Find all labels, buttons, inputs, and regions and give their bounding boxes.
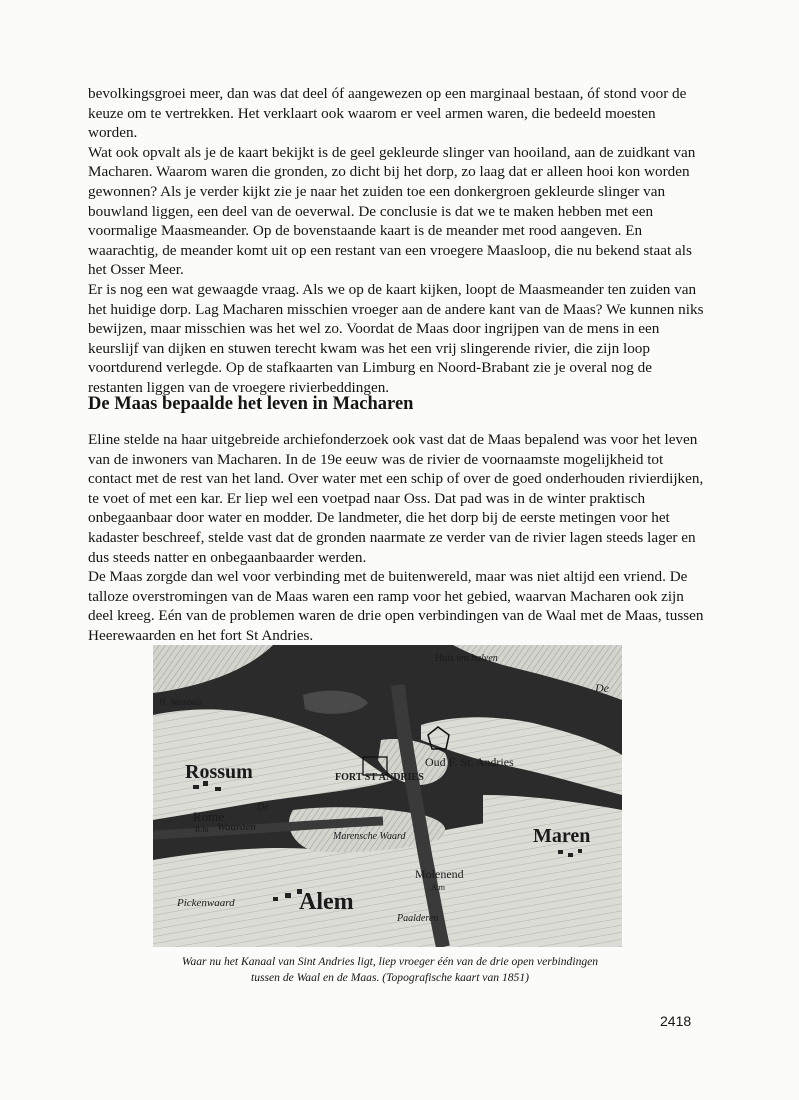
figure-caption	[120, 954, 660, 986]
section-heading: De Maas bepaalde het leven in Macharen	[88, 394, 414, 414]
body-paragraph: De Maas zorgde dan wel voor verbinding met de buitenwereld, maar was niet altijd een vriend. De talloze overstromingen van de Maas waren een ramp voor het gebied, waarvan Macharen ook zijn deel kreeg. Eén van de problemen waren de drie open verbindingen van de Waal met de Maas, tussen Heerewaarden en het fort St Andries.	[88, 568, 704, 644]
map-label-de-top: De	[595, 681, 609, 695]
map-label-de-mid: De	[257, 802, 269, 813]
map-label-maren: Maren	[533, 825, 591, 847]
map-label-wambuis: H. Wambuis	[159, 697, 203, 707]
body-paragraph: Er is nog een wat gewaagde vraag. Als we op de kaart kijken, loopt de Maasmeander ten zuiden van het huidige dorp. Lag Macharen misschien vroeger aan de andere kant van de Maas? We kunnen niks bewijzen, maar misschien was het wel zo. Voordat de Maas door ingrijpen van de mens in een keurslijf van dijken en stuwen terecht kwam was het een vrij slingerende rivier, die zijn loop voortdurend verlegde. Op de stafkaarten van Limburg en Noord-Brabant zie je overal nog de restanten liggen van de vroegere rivierbeddingen.	[88, 280, 704, 396]
text-section-1	[88, 84, 708, 398]
map-label-molenend: Molenend	[415, 867, 464, 881]
map-label-fort-st-andries: FORT ST ANDRIES	[335, 772, 424, 783]
caption-line: tussen de Waal en de Maas. (Topografische kaart van 1851)	[250, 971, 529, 984]
body-paragraph: bevolkingsgroei meer, dan was dat deel óf aangewezen op een marginaal bestaan, óf stond voor de keuze om te vertrekken. Het verklaart ook waarom er veel armen waren, die bedeeld moesten worden.	[88, 85, 687, 142]
map-label-oud-fort: Oud F. St. Andries	[425, 755, 514, 769]
map-label-alem: Alem	[299, 889, 354, 915]
page-number: 2418	[660, 1013, 692, 1029]
map-label-waarden: Waarden	[217, 821, 256, 833]
caption-line: Waar nu het Kanaal van Sint Andries ligt, liep vroeger één van de drie open verbindingen	[181, 955, 599, 968]
map-label-huis-ten-halven: Huis ten halven	[435, 653, 498, 664]
historic-map-figure	[153, 645, 622, 947]
map-label-rossum: Rossum	[185, 761, 253, 783]
map-label-pickenwaard: Pickenwaard	[177, 897, 235, 909]
map-label-rome-sub: R.m	[195, 825, 209, 834]
text-section-2	[88, 430, 708, 646]
map-label-molenend-sub: A.m	[431, 883, 445, 892]
body-paragraph: Wat ook opvalt als je de kaart bekijkt is de geel gekleurde slinger van hooiland, aan de zuidkant van Macharen. Waarom waren die gronden, zo dicht bij het dorp, zo laag dat er alleen hooi kon worden gewonnen? Als je verder kijkt zie je naar het zuiden toe een donkergroen gekleurde slinger van bouwland liggen, een deel van de oeverwal. De conclusie is dat we te maken hebben met een voormalige Maasmeander. Op de bovenstaande kaart is de meander met rood aangeven. En waarachtig, de meander komt uit op een restant van een vroegere Maasloop, die nu bekend staat als het Osser Meer.	[88, 143, 696, 279]
map-label-paalderen: Paalderen	[397, 913, 439, 924]
body-paragraph: Eline stelde na haar uitgebreide archiefonderzoek ook vast dat de Maas bepalend was voor het leven van de inwoners van Macharen. In de 19e eeuw was de rivier de voornaamste mogelijkheid tot contact met de rest van het land. Over water met een schip of over de goed onderhouden rivierdijken, te voet of met een kar. Er liep wel een voetpad naar Oss. Dat pad was in de winter praktisch onbegaanbaar door water en modder. De landmeter, die het dorp bij de eerste metingen voor het kadaster beschreef, stelde vast dat de gronden naarmate ze verder van de rivier lagen steeds lager en dus steeds natter en onbegaanbaarder werden.	[88, 431, 704, 566]
map-label-marensche-waard: Marensche Waard	[333, 831, 406, 842]
map-label-rome: Rome	[193, 809, 225, 824]
